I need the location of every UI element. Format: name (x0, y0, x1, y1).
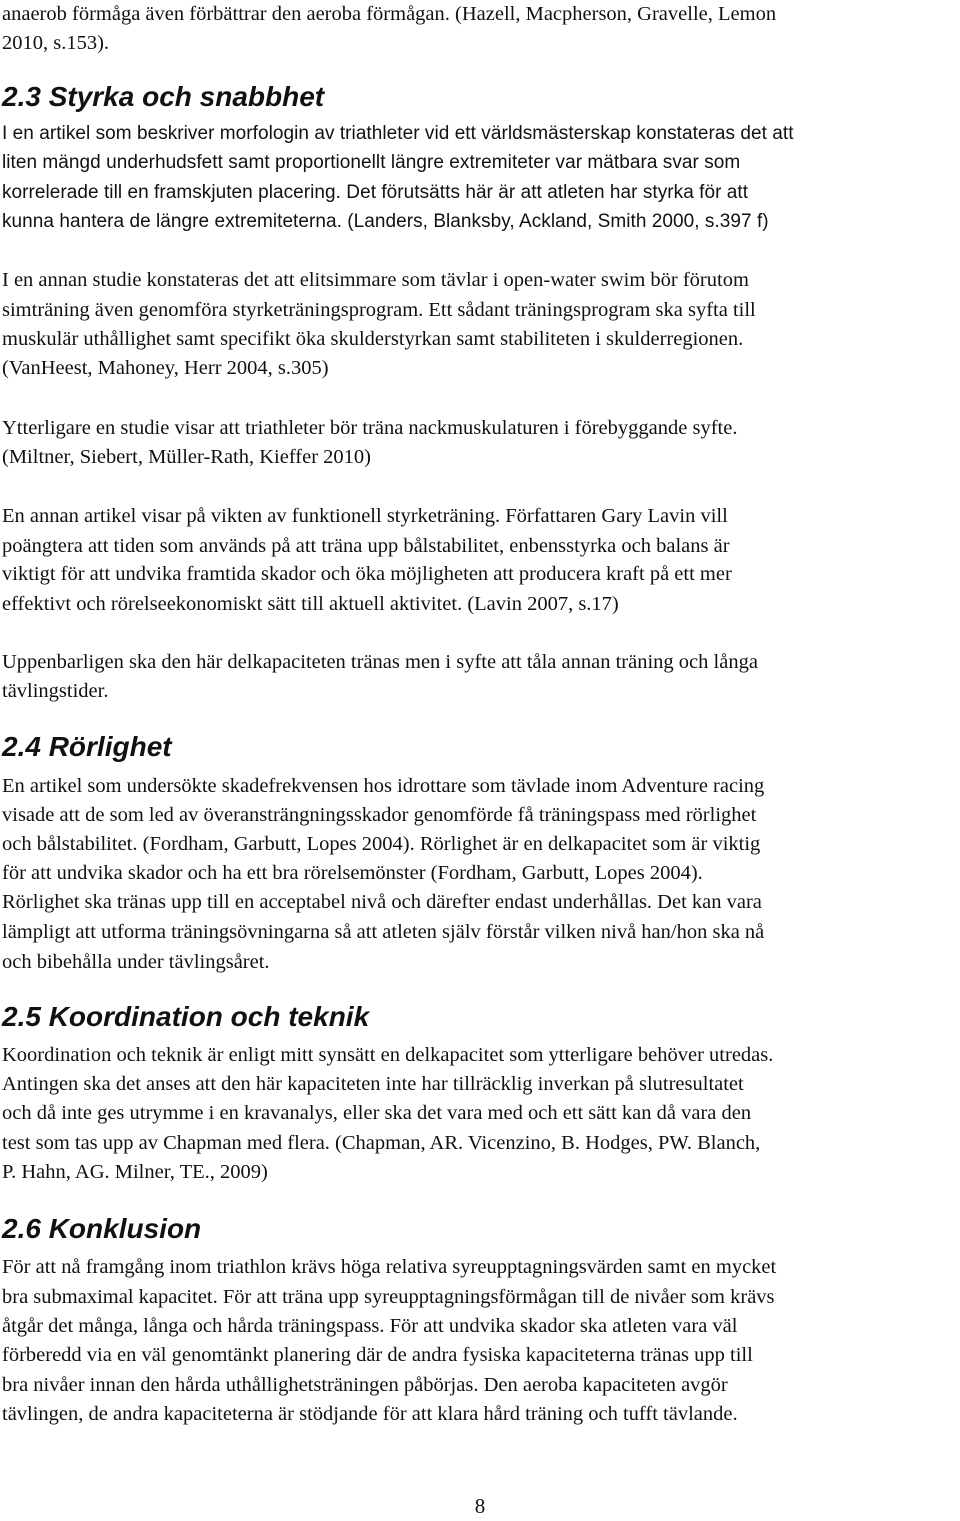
body-text-line: muskulär uthållighet samt specifikt öka skulderstyrkan samt stabiliteten i skulderregionen. (2, 328, 744, 350)
body-text-line: bra nivåer innan den hårda uthållighetsträningen påbörjas. Den aeroba kapaciteten avgör (2, 1374, 728, 1396)
body-text-line: I en annan studie konstateras det att elitsimmare som tävlar i open-water swim bör förutom (2, 269, 749, 291)
body-text-line: lämpligt att utforma träningsövningarna så att atleten själv förstår vilken nivå han/hon ska nå (2, 921, 765, 943)
section-heading-2-5: 2.5 Koordination och teknik (2, 1001, 370, 1032)
body-text-line: Antingen ska det anses att den här kapaciteten inte har tillräcklig inverkan på slutresultatet (2, 1073, 744, 1095)
body-text-line: åtgår det många, långa och hårda träningspass. För att undvika skador ska atleten vara väl (2, 1315, 738, 1337)
section-heading-2-4: 2.4 Rörlighet (2, 731, 172, 762)
page-number: 8 (474, 1494, 486, 1518)
body-text-line: anaerob förmåga även förbättrar den aeroba förmågan. (Hazell, Macpherson, Gravelle, Lemon (2, 3, 777, 25)
body-text-line: visade att de som led av överansträngningsskador genomförde få träningspass med rörlighet (2, 804, 757, 826)
body-text-line: 2010, s.153). (2, 32, 110, 54)
body-text-line: poängtera att tiden som används på att träna upp bålstabilitet, enbensstyrka och balans är (2, 535, 730, 557)
section-heading-2-3: 2.3 Styrka och snabbhet (2, 81, 325, 112)
body-text-line: tävlingen, de andra kapaciteterna är stödjande för att klara hård träning och tufft tävlande. (2, 1403, 738, 1425)
body-text-line: kunna hantera de längre extremiteterna. (Landers, Blanksby, Ackland, Smith 2000, s.397 f) (2, 211, 769, 232)
body-text-line: Rörlighet ska tränas upp till en acceptabel nivå och därefter endast underhållas. Det kan vara (2, 891, 762, 913)
body-text-line: och bålstabilitet. (Fordham, Garbutt, Lopes 2004). Rörlighet är en delkapacitet som är viktig (2, 833, 761, 855)
body-text-line: test som tas upp av Chapman med flera. (Chapman, AR. Vicenzino, B. Hodges, PW. Blanch, (2, 1132, 761, 1154)
body-text-line: (VanHeest, Mahoney, Herr 2004, s.305) (2, 357, 329, 379)
section-heading-2-6: 2.6 Konklusion (2, 1213, 202, 1244)
body-text-line: En artikel som undersökte skadefrekvensen hos idrottare som tävlade inom Adventure racing (2, 775, 765, 797)
body-text-line: För att nå framgång inom triathlon krävs höga relativa syreupptagningsvärden samt en mycket (2, 1256, 777, 1278)
body-text-line: viktigt för att undvika framtida skador och öka möjligheten att producera kraft på ett mer (2, 563, 732, 585)
body-text-line: korrelerade till en framskjuten placering. Det förutsätts här är att atleten har styrka för att (2, 182, 749, 203)
body-text-line: effektivt och rörelseekonomiskt sätt till aktuell aktivitet. (Lavin 2007, s.17) (2, 593, 619, 615)
body-text-line: och då inte ges utrymme i en kravanalys, eller ska det vara med och ett sätt kan då vara den (2, 1102, 752, 1124)
body-text-line: förberedd via en väl genomtänkt planering där de andra fysiska kapaciteterna tränas upp till (2, 1344, 753, 1366)
body-text-line: En annan artikel visar på vikten av funktionell styrketräning. Författaren Gary Lavin vill (2, 505, 728, 527)
body-text-line: simträning även genomföra styrketräningsprogram. Ett sådant träningsprogram ska syfta till (2, 299, 756, 321)
body-text-line: för att undvika skador och ha ett bra rörelsemönster (Fordham, Garbutt, Lopes 2004). (2, 862, 703, 884)
body-text-line: tävlingstider. (2, 680, 109, 702)
body-text-line: I en artikel som beskriver morfologin av triathleter vid ett världsmästerskap konstateras det att (2, 123, 794, 144)
body-text-line: (Miltner, Siebert, Müller-Rath, Kieffer 2010) (2, 446, 371, 468)
body-text-line: P. Hahn, AG. Milner, TE., 2009) (2, 1161, 268, 1183)
body-text-line: bra submaximal kapacitet. För att träna upp syreupptagningsförmågan till de nivåer som krävs (2, 1286, 775, 1308)
body-text-line: och bibehålla under tävlingsåret. (2, 951, 270, 973)
body-text-line: Koordination och teknik är enligt mitt synsätt en delkapacitet som ytterligare behöver utredas. (2, 1044, 774, 1066)
body-text-line: liten mängd underhudsfett samt proportionellt längre extremiteter var mätbara svar som (2, 152, 741, 173)
body-text-line: Uppenbarligen ska den här delkapaciteten tränas men i syfte att tåla annan träning och långa (2, 651, 758, 673)
body-text-line: Ytterligare en studie visar att triathleter bör träna nackmuskulaturen i förebyggande syfte. (2, 417, 738, 439)
